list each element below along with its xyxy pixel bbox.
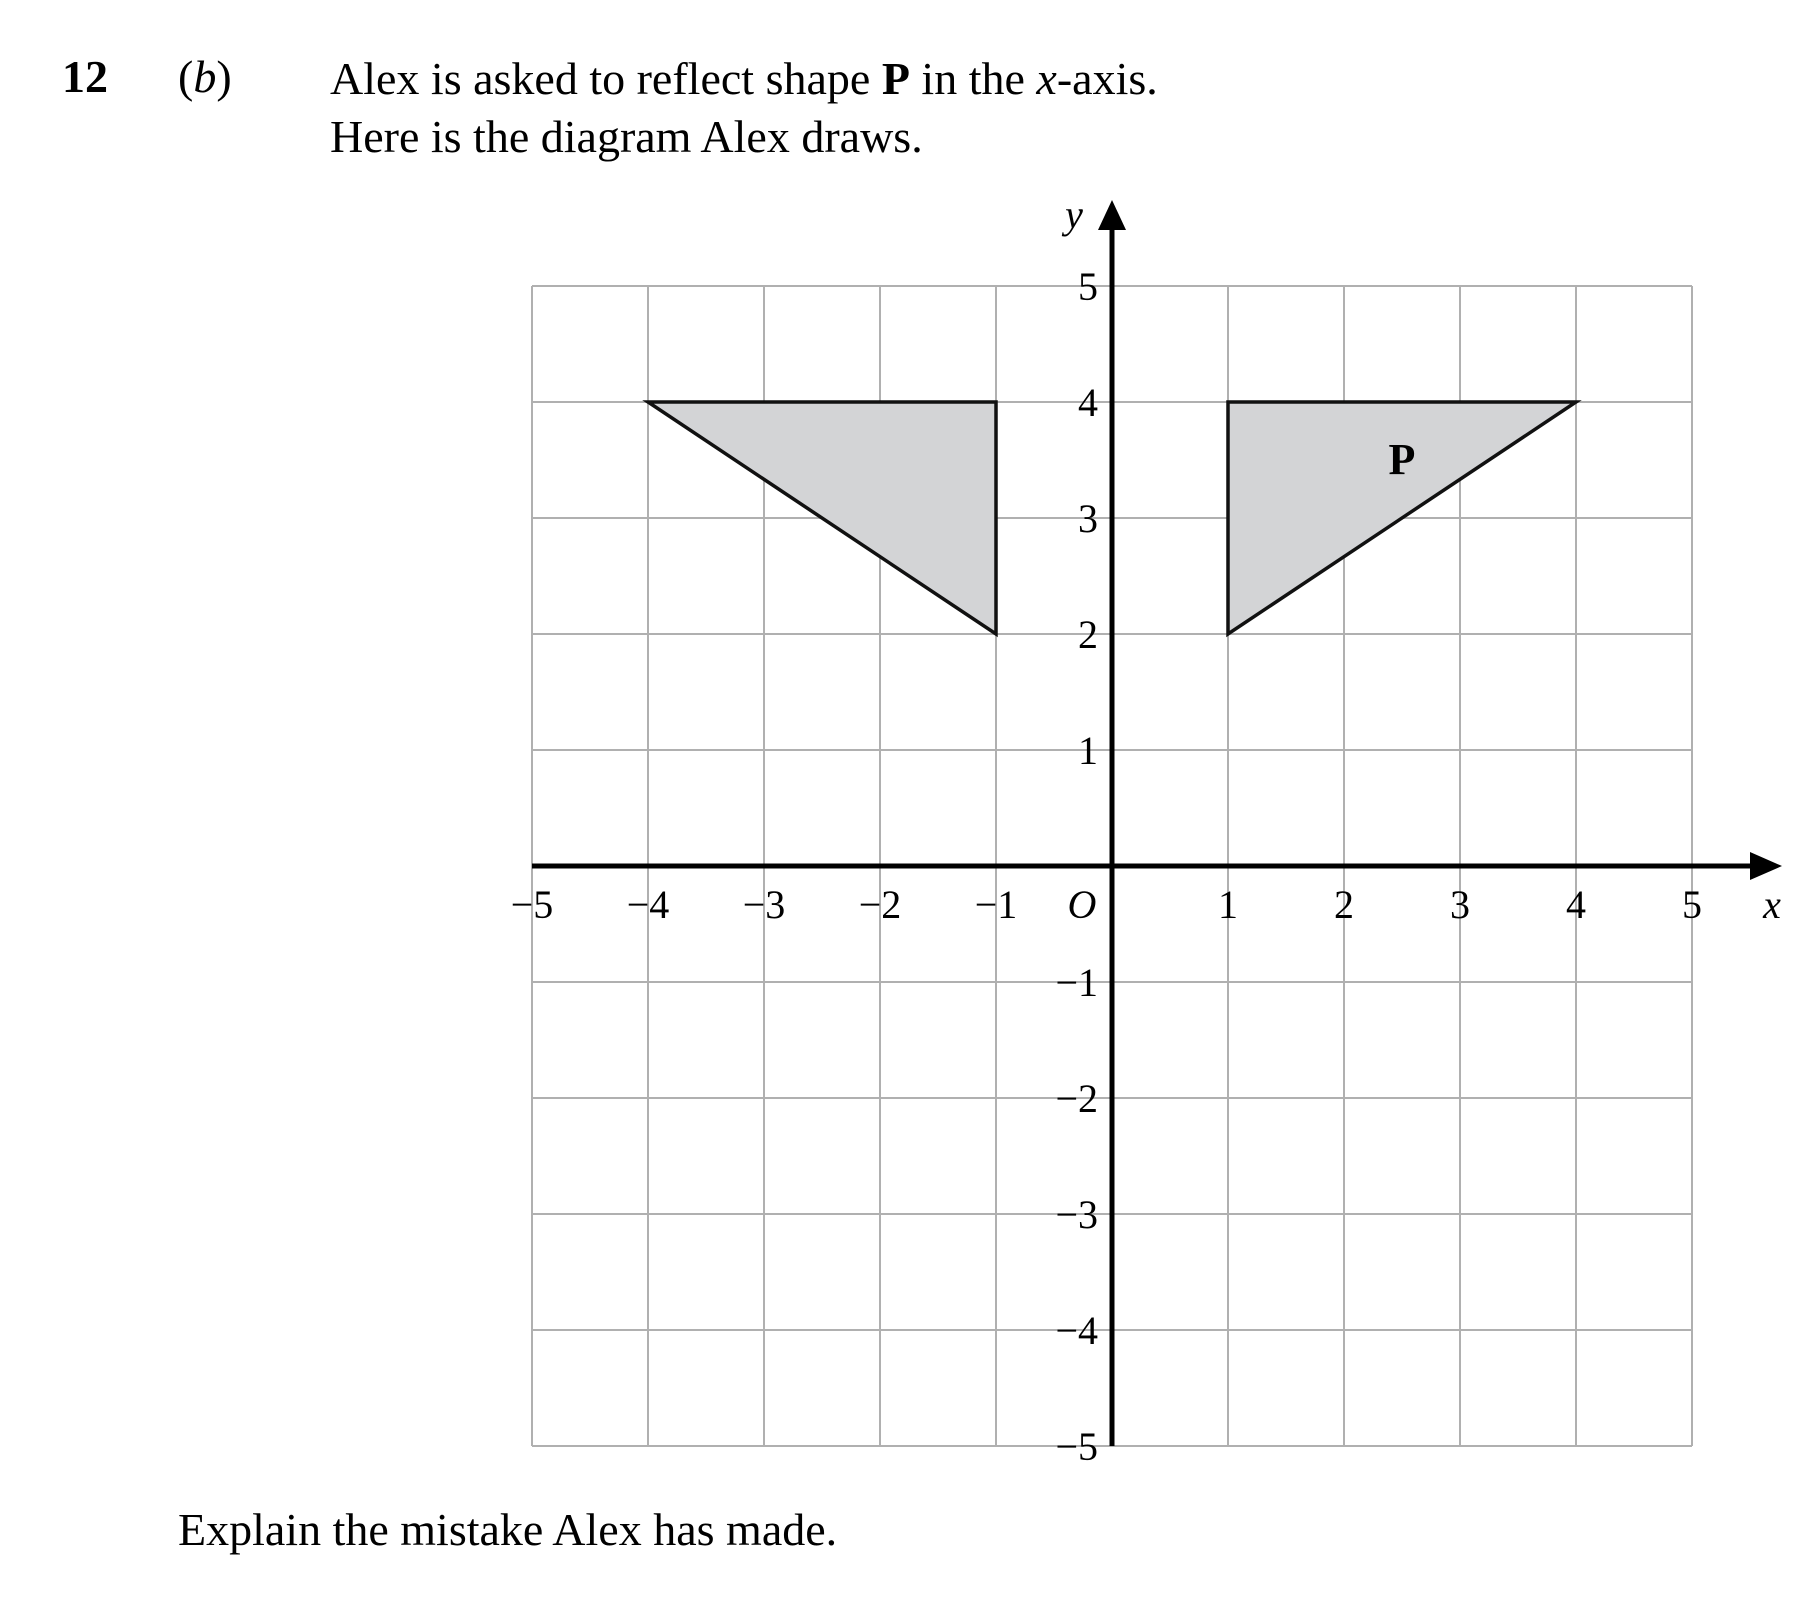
x-tick-label: −2 [858,882,902,927]
x-tick-label: 3 [1450,882,1470,927]
x-axis-label: x [1763,882,1781,927]
y-tick-label: 5 [1078,264,1098,309]
x-tick-label: 5 [1682,882,1702,927]
y-tick-label: −5 [1055,1424,1098,1469]
x-tick-label: −4 [626,882,670,927]
question-number: 12 [62,51,108,102]
y-tick-label: 1 [1078,728,1098,773]
explain-prompt: Explain the mistake Alex has made. [178,1504,838,1555]
question-line-2: Here is the diagram Alex draws. [330,111,923,162]
x-tick-label: −5 [510,882,554,927]
line1-mid: in the [909,53,1037,104]
x-tick-label: −3 [742,882,786,927]
y-tick-label: −4 [1055,1308,1098,1353]
y-axis-label: y [1065,192,1083,237]
y-axis-arrow [1098,200,1126,230]
y-tick-label: −2 [1055,1076,1098,1121]
shape-name: P [881,53,910,104]
line1-post: -axis. [1056,53,1158,104]
x-tick-label: 2 [1334,882,1354,927]
x-axis-arrow [1750,852,1782,880]
x-tick-label: −1 [974,882,1018,927]
y-tick-label: −1 [1055,960,1098,1005]
question-part: (b) [178,51,232,102]
shape-label-P: P [1388,435,1416,484]
axis-name: x [1036,53,1057,104]
y-tick-label: −3 [1055,1192,1098,1237]
x-tick-label: 4 [1566,882,1586,927]
y-tick-label: 4 [1078,380,1098,425]
origin-label: O [1067,882,1097,927]
y-tick-label: 2 [1078,612,1098,657]
x-tick-label: 1 [1218,882,1238,927]
question-part-letter: b [193,51,217,102]
y-tick-label: 3 [1078,496,1098,541]
line1-pre: Alex is asked to reflect shape [330,53,882,104]
